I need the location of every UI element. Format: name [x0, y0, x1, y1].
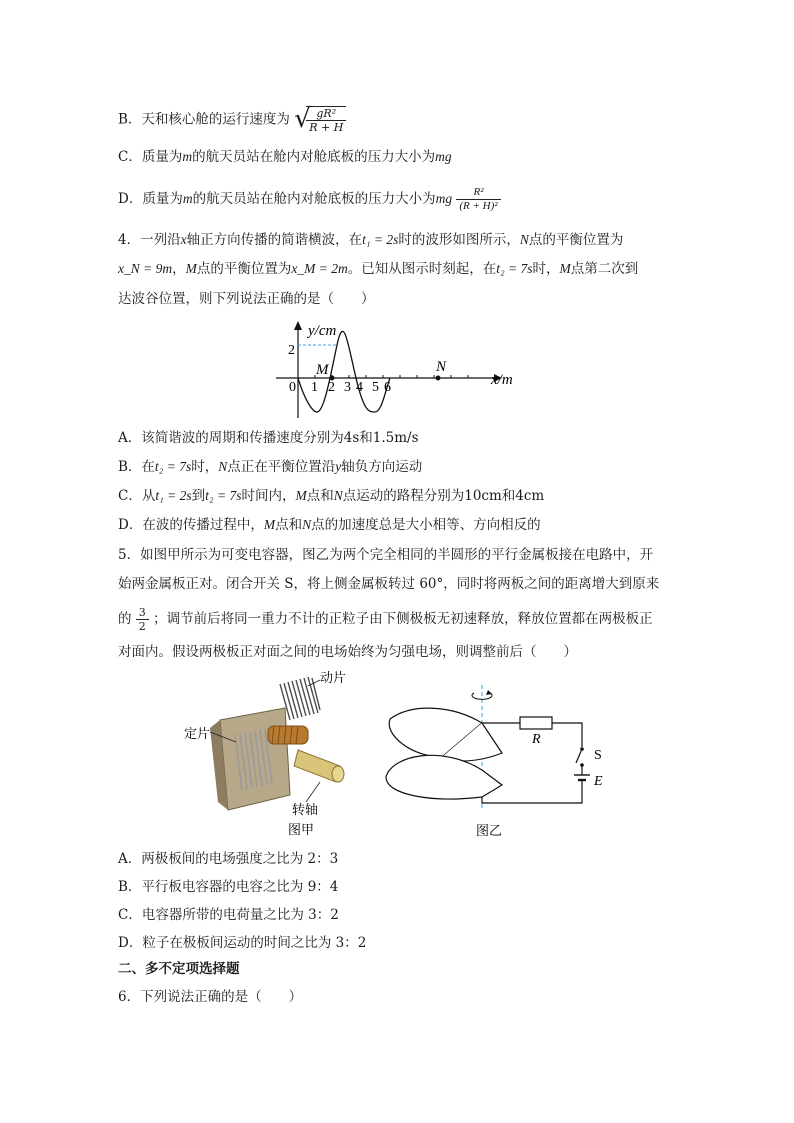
- section-heading: 二、多不定项选择题: [118, 961, 240, 977]
- label-e: E: [594, 774, 603, 789]
- q4-l1-t: t₁ = 2s: [362, 232, 399, 247]
- q3-c-m: m: [182, 149, 193, 164]
- q4-d-and: 点和: [275, 517, 303, 533]
- q4-l1-d: 点的平衡位置为: [528, 232, 624, 248]
- q5-option-c: C．电容器所带的电荷量之比为 3：2: [118, 907, 339, 923]
- q5-option-a: A．两极板间的电场强度之比为 2：3: [118, 851, 339, 867]
- wave-curve: [298, 331, 390, 412]
- q4-l1-x: x: [180, 232, 187, 247]
- q5-l3-pre: 的: [118, 611, 132, 627]
- q4-c-t1: t₁ = 2s: [155, 488, 192, 503]
- tick-label: 2: [328, 380, 335, 395]
- q3-d-val: mg: [435, 191, 453, 206]
- tick-label: 3: [344, 380, 351, 395]
- q4-d-n: N: [302, 517, 312, 532]
- q4-l2-b: 点的平衡位置为: [196, 261, 292, 277]
- q5-l3-post: ；调节前后将同一重力不计的正粒子由下侧极板无初速释放，释放位置都在两极板正: [153, 611, 653, 627]
- q4-b-end: 轴负方向运动: [341, 459, 423, 475]
- tick-label: 4: [356, 380, 363, 395]
- tick-label: 6: [384, 380, 391, 395]
- q3-option-b: [118, 106, 346, 134]
- q4-d-m: M: [263, 517, 276, 532]
- y-axis-arrow: [294, 321, 302, 330]
- label-shaft: 转轴: [292, 802, 319, 817]
- q3-d-pre: D．质量为: [118, 191, 183, 207]
- point-m-label: M: [316, 362, 329, 378]
- q4-c-to: 到: [191, 488, 206, 504]
- q4-l1-a: 4．一列沿: [118, 232, 181, 248]
- q4-b-y: y: [335, 459, 342, 474]
- q4-l2-xn: x_N = 9m: [118, 261, 173, 276]
- q5-frac-den: 2: [138, 620, 146, 633]
- q4-c-mid: 时间内，: [241, 488, 296, 504]
- q4-c-and: 点和: [306, 488, 334, 504]
- q4-stem-line1: [118, 230, 623, 250]
- q5-option-b: B．平行板电容器的电容之比为 9：4: [118, 879, 339, 895]
- q3-d-num: R²: [456, 186, 500, 200]
- q3-d-m: m: [182, 191, 193, 206]
- capacitor-circuit-figure: [382, 685, 622, 843]
- q4-d-end: 点的加速度总是大小相等、方向相反的: [311, 517, 541, 533]
- q3-d-mid: 的航天员站在舱内对舱底板的压力大小为: [192, 191, 436, 207]
- q4-l2-t: t₂ = 7s: [496, 261, 533, 276]
- q4-l2-c: 。已知从图示时刻起，在: [347, 261, 497, 277]
- tick-label: 5: [372, 380, 379, 395]
- q4-c-end: 点运动的路程分别为10cm和4cm: [342, 488, 545, 504]
- q4-c-pre: C．从: [118, 488, 156, 504]
- sqrt-numerator: gR²: [306, 107, 346, 121]
- q4-c-n: N: [333, 488, 343, 503]
- label-stator: 定片: [184, 726, 211, 741]
- point-n: [436, 376, 441, 381]
- resistor: [520, 717, 552, 729]
- label-rotor: 动片: [320, 670, 347, 685]
- q5-frac-num: 3: [136, 606, 149, 620]
- q3-option-c: [118, 147, 452, 167]
- q4-l2-m2: M: [559, 261, 571, 276]
- q4-l1-n: N: [519, 232, 529, 247]
- q4-option-a: A．该简谐波的周期和传播速度分别为4s和1.5m/s: [118, 430, 419, 446]
- q3-b-text: B．天和核心舱的运行速度为: [118, 111, 290, 128]
- q5-stem-line3: [118, 606, 653, 633]
- switch: [576, 749, 582, 763]
- q3-c-mid: 的航天员站在舱内对舱底板的压力大小为: [192, 149, 436, 165]
- lower-plate: [386, 755, 502, 799]
- figure-caption-a: 图甲: [288, 822, 315, 837]
- q4-option-d: [118, 515, 541, 535]
- label-s: S: [594, 748, 602, 763]
- wave-graph: [268, 318, 528, 424]
- q4-l2-e: 点第二次到: [570, 261, 639, 277]
- q5-stem-line1: 5．如图甲所示为可变电容器，图乙为两个完全相同的半圆形的平行金属板接在电路中，开: [118, 547, 654, 563]
- q4-c-m: M: [295, 488, 307, 503]
- amplitude-label: 2: [288, 343, 295, 358]
- q3-d-den: (R + H)²: [459, 200, 498, 212]
- sqrt-denominator: R + H: [309, 121, 344, 134]
- q5-option-d: D．粒子在极板间运动的时间之比为 3：2: [118, 935, 367, 951]
- q6-stem: 6．下列说法正确的是（ ）: [118, 989, 303, 1005]
- q4-l2-xm: x_M = 2m: [291, 261, 348, 276]
- x-axis-label: x/m: [491, 372, 513, 388]
- sqrt-expression: √ $\frac{\text{gR²}}{R + H}$: [294, 106, 346, 134]
- y-axis-label: y/cm: [308, 323, 337, 339]
- q4-l2-a: ，: [172, 261, 186, 277]
- q4-l1-b: 轴正方向传播的简谐横波，在: [186, 232, 363, 248]
- variable-capacitor-figure: [180, 670, 370, 840]
- origin-label: 0: [289, 380, 296, 395]
- q3-d-fraction: [456, 186, 500, 213]
- q4-option-c: [118, 486, 544, 506]
- q4-stem-line2: [118, 259, 638, 279]
- q5-stem-line2: 始两金属板正对。闭合开关 S，将上侧金属板转过 60°，同时将两板之间的距离增大到原来: [118, 576, 660, 592]
- rotor-plates: [280, 677, 320, 720]
- q4-l2-d: 时，: [532, 261, 560, 277]
- q4-b-mid: 时，: [191, 459, 219, 475]
- frame-plate: [220, 708, 290, 810]
- q5-stem-line4: 对面内。假设两极板正对面之间的电场始终为匀强电场，则调整前后（ ）: [118, 644, 577, 660]
- q3-option-d: [118, 186, 501, 213]
- q4-b-pre: B．在: [118, 459, 155, 475]
- q4-b-t: t₂ = 7s: [154, 459, 192, 474]
- q4-d-pre: D．在波的传播过程中，: [118, 517, 264, 533]
- q4-b-n: N: [218, 459, 228, 474]
- q4-b-post: 点正在平衡位置沿: [227, 459, 336, 475]
- figure-caption-b: 图乙: [476, 823, 503, 838]
- q4-stem-line3: 达波谷位置，则下列说法正确的是（ ）: [118, 291, 375, 307]
- shaft-end: [332, 766, 344, 782]
- q3-c-pre: C．质量为: [118, 149, 183, 165]
- q4-option-b: [118, 457, 422, 477]
- q3-c-val: mg: [435, 149, 452, 164]
- q4-l1-c: 时的波形如图所示，: [398, 232, 520, 248]
- point-n-label: N: [436, 359, 447, 375]
- q4-c-t2: t₂ = 7s: [205, 488, 242, 503]
- label-r: R: [532, 732, 541, 747]
- q5-fraction: [136, 606, 149, 633]
- tick-label: 1: [311, 380, 318, 395]
- q4-l2-m: M: [185, 261, 197, 276]
